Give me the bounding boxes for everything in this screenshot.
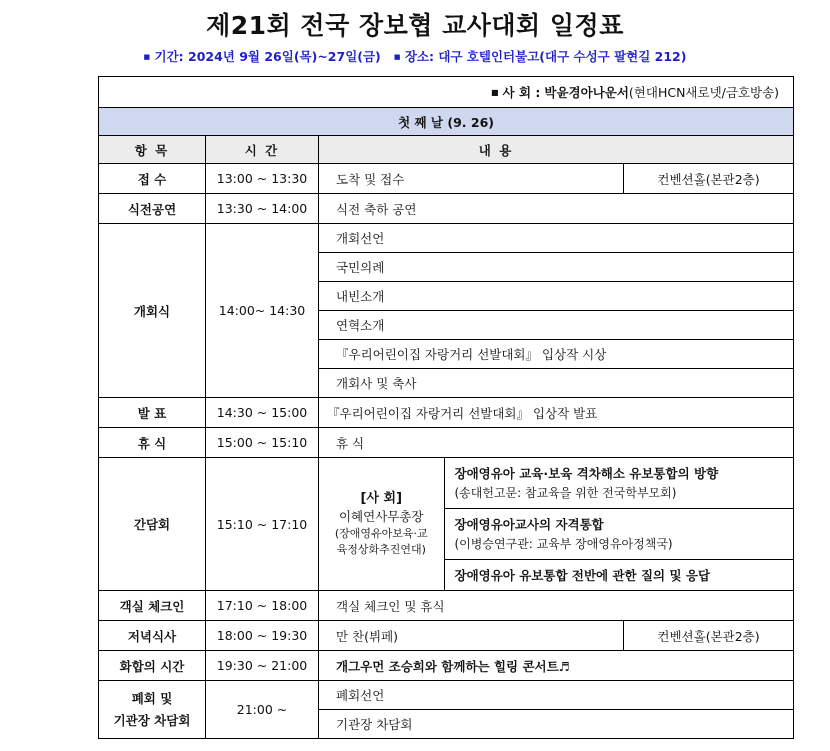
row-content: 개회선언: [319, 224, 794, 253]
row-item: 간담회: [99, 458, 206, 591]
row-content: 『우리어린이집 자랑거리 선발대회』 입상작 시상: [319, 340, 794, 369]
schedule-table: [98, 76, 794, 739]
row-time: 15:10 ~ 17:10: [206, 458, 319, 591]
row-item: 식전공연: [99, 194, 206, 224]
row-content: 객실 체크인 및 휴식: [319, 591, 794, 621]
discussion-topic: [444, 509, 793, 560]
row-item-line2: 기관장 차담회: [113, 712, 191, 728]
row-item: 휴 식: [99, 428, 206, 458]
row-note: 컨벤션홀(본관2층): [624, 164, 794, 194]
row-item: 접 수: [99, 164, 206, 194]
row-content: 개그우먼 조승희와 함께하는 힐링 콘서트♬: [319, 651, 794, 681]
bullet-square-icon: ■: [143, 53, 151, 61]
moderator-org-line1: (장애영유아보육·교: [334, 527, 428, 540]
moderator-cell: [319, 458, 444, 590]
row-item: 저녁식사: [99, 621, 206, 651]
host-row: [99, 77, 794, 108]
row-content: 폐회선언: [319, 681, 794, 710]
row-time: 13:00 ~ 13:30: [206, 164, 319, 194]
row-item: 객실 체크인: [99, 591, 206, 621]
row-time: 21:00 ~: [206, 681, 319, 739]
table-row: [99, 458, 794, 591]
row-time: 13:30 ~ 14:00: [206, 194, 319, 224]
host-name: 박윤경아나운서: [544, 85, 629, 100]
row-content: 만 찬(뷔페): [319, 621, 624, 651]
discussion-subtable: [319, 458, 793, 590]
row-time: 14:00~ 14:30: [206, 224, 319, 398]
row-content: 도착 및 접수: [319, 164, 624, 194]
moderator-org-line2: 육정상화추진연대): [336, 543, 426, 556]
row-item: 발 표: [99, 398, 206, 428]
table-row: [99, 398, 794, 428]
row-content: 『우리어린이집 자랑거리 선발대회』 입상작 발표: [319, 398, 794, 428]
row-content: 식전 축하 공연: [319, 194, 794, 224]
row-item: 개회식: [99, 224, 206, 398]
row-item: 화합의 시간: [99, 651, 206, 681]
day-label: 첫 째 날: [398, 114, 443, 130]
discussion-topic: [444, 458, 793, 509]
table-row: [99, 224, 794, 253]
table-row: [99, 651, 794, 681]
topic-speaker: (송대헌고문: 참교육을 위한 전국학부모회): [454, 485, 677, 500]
moderator-name: 이혜연사무총장: [338, 509, 424, 524]
table-row: [99, 194, 794, 224]
bullet-square-icon: ■: [491, 88, 499, 97]
topic-speaker: (이병승연구관: 교육부 장애영유아정책국): [454, 536, 673, 551]
page-title: 제21회 전국 장보협 교사대회 일정표: [206, 11, 624, 40]
row-content: 내빈소개: [319, 282, 794, 311]
col-header-content: 내 용: [319, 136, 794, 164]
row-content: 휴 식: [319, 428, 794, 458]
day-date: (9. 26): [447, 114, 494, 130]
event-place: 장소: 대구 호텔인터불고(대구 수성구 팔현길 212): [404, 49, 687, 64]
col-header-item: 항 목: [99, 136, 206, 164]
column-header-row: [99, 136, 794, 164]
row-note: 컨벤션홀(본관2층): [624, 621, 794, 651]
topic-title: 장애영유아 교육·보육 격차해소 유보통합의 방향: [454, 465, 719, 481]
row-item-line1: 폐회 및: [131, 690, 173, 706]
host-label: 사 회 :: [502, 85, 541, 100]
row-time: 18:00 ~ 19:30: [206, 621, 319, 651]
topic-title: 장애영유아교사의 자격통합: [454, 516, 604, 532]
table-row: [99, 681, 794, 710]
row-item: [99, 681, 206, 739]
row-time: 14:30 ~ 15:00: [206, 398, 319, 428]
row-content: 국민의례: [319, 253, 794, 282]
topic-title: 장애영유아 유보통합 전반에 관한 질의 및 응답: [454, 567, 711, 583]
row-content: 기관장 차담회: [319, 710, 794, 739]
row-content: 개회사 및 축사: [319, 369, 794, 398]
table-row: [99, 428, 794, 458]
row-content: 연혁소개: [319, 311, 794, 340]
discussion-topic: [444, 560, 793, 591]
bullet-square-icon: ■: [393, 53, 401, 61]
row-time: 15:00 ~ 15:10: [206, 428, 319, 458]
table-row: [99, 591, 794, 621]
table-row: [99, 164, 794, 194]
row-time: 17:10 ~ 18:00: [206, 591, 319, 621]
event-period: 기간: 2024년 9월 26일(목)~27일(금): [154, 49, 381, 64]
day-header: [99, 108, 794, 136]
row-time: 19:30 ~ 21:00: [206, 651, 319, 681]
moderator-label: [사 회]: [360, 491, 403, 506]
host-org: (현대HCN새로넷/금호방송): [628, 85, 780, 100]
event-info: [0, 47, 830, 65]
table-row: [99, 621, 794, 651]
col-header-time: 시 간: [206, 136, 319, 164]
